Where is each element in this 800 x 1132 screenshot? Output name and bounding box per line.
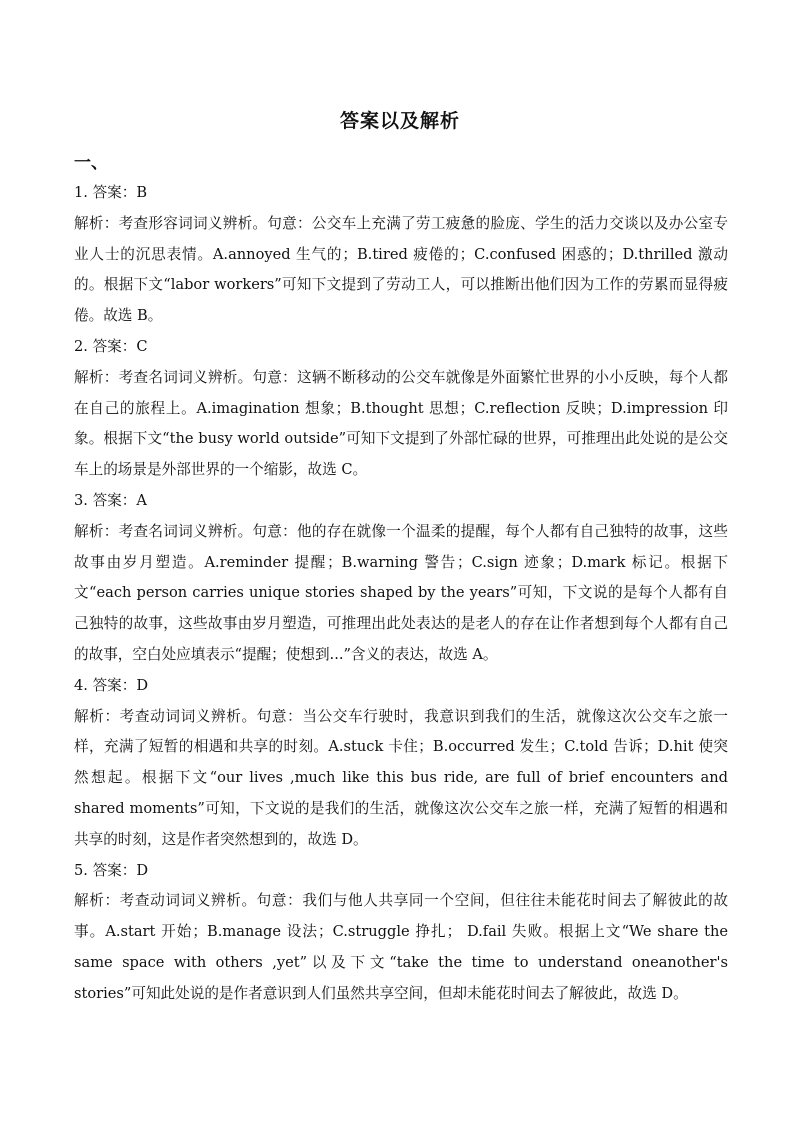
section-heading: 一、 <box>74 153 108 173</box>
answer-item <box>74 486 728 671</box>
explanation-text: 解析：考查名词词义辨析。句意：这辆不断移动的公交车就像是外面繁忙世界的小小反映，每个人都在自己的旅程上。A.imagination 想象；B.thought 思想；C.reflection 反映；D.impression 印象。根据下文“the busy world outside”可知下文提到了外部忙碌的世界，可推理出此处说的是公交车上的场景是外部世界的一个缩影，故选 C。 <box>74 368 728 479</box>
answer-line: 5. 答案：D <box>74 861 149 879</box>
answer-line: 2. 答案：C <box>74 337 148 355</box>
explanation-text: 解析：考查动词词义辨析。句意：当公交车行驶时，我意识到我们的生活，就像这次公交车之旅一样，充满了短暂的相遇和共享的时刻。A.stuck 卡住；B.occurred 发生；C.told 告诉；D.hit 使突然想起。根据下文“our lives ,much like this bus ride, are full of brief encounters and shared moments”可知，下文说的是我们的生活，就像这次公交车之旅一样，充满了短暂的相遇和共享的时刻，这是作者突然想到的，故选 D。 <box>74 707 728 848</box>
document-title: 答案以及解析 <box>339 110 460 132</box>
explanation-text: 解析：考查形容词词义辨析。句意：公交车上充满了劳工疲惫的脸庞、学生的活力交谈以及办公室专业人士的沉思表情。A.annoyed 生气的；B.tired 疲倦的；C.confused 困惑的；D.thrilled 激动的。根据下文“labor workers”可知下文提到了劳动工人，可以推断出他们因为工作的劳累而显得疲倦。故选 B。 <box>74 214 728 325</box>
answer-list <box>74 178 728 1010</box>
explanation-text: 解析：考查动词词义辨析。句意：我们与他人共享同一个空间，但往往未能花时间去了解彼此的故事。A.start 开始；B.manage 设法；C.struggle 挣扎； D.fail 失败。根据上文“We share the same space with others ,yet”以及下文“take the time to understand oneanother's stories”可知此处说的是作者意识到人们虽然共享空间，但却未能花时间去了解彼此，故选 D。 <box>74 892 728 1002</box>
answer-item <box>74 856 728 1010</box>
answer-item <box>74 178 728 332</box>
answer-line: 4. 答案：D <box>74 676 149 694</box>
answer-line: 1. 答案：B <box>74 184 148 201</box>
explanation-text: 解析：考查名词词义辨析。句意：他的存在就像一个温柔的提醒，每个人都有自己独特的故事，这些故事由岁月塑造。A.reminder 提醒；B.warning 警告；C.sign 迹象；D.mark 标记。根据下文“each person carries unique stories shaped by the years”可知，下文说的是每个人都有自己独特的故事，这些故事由岁月塑造，可推理出此处表达的是老人的存在让作者想到每个人都有自己的故事，空白处应填表示“提醒；使想到...”含义的表达，故选 A。 <box>74 522 728 663</box>
answer-line: 3. 答案：A <box>74 491 147 509</box>
answer-item <box>74 671 728 856</box>
answer-item <box>74 332 728 486</box>
